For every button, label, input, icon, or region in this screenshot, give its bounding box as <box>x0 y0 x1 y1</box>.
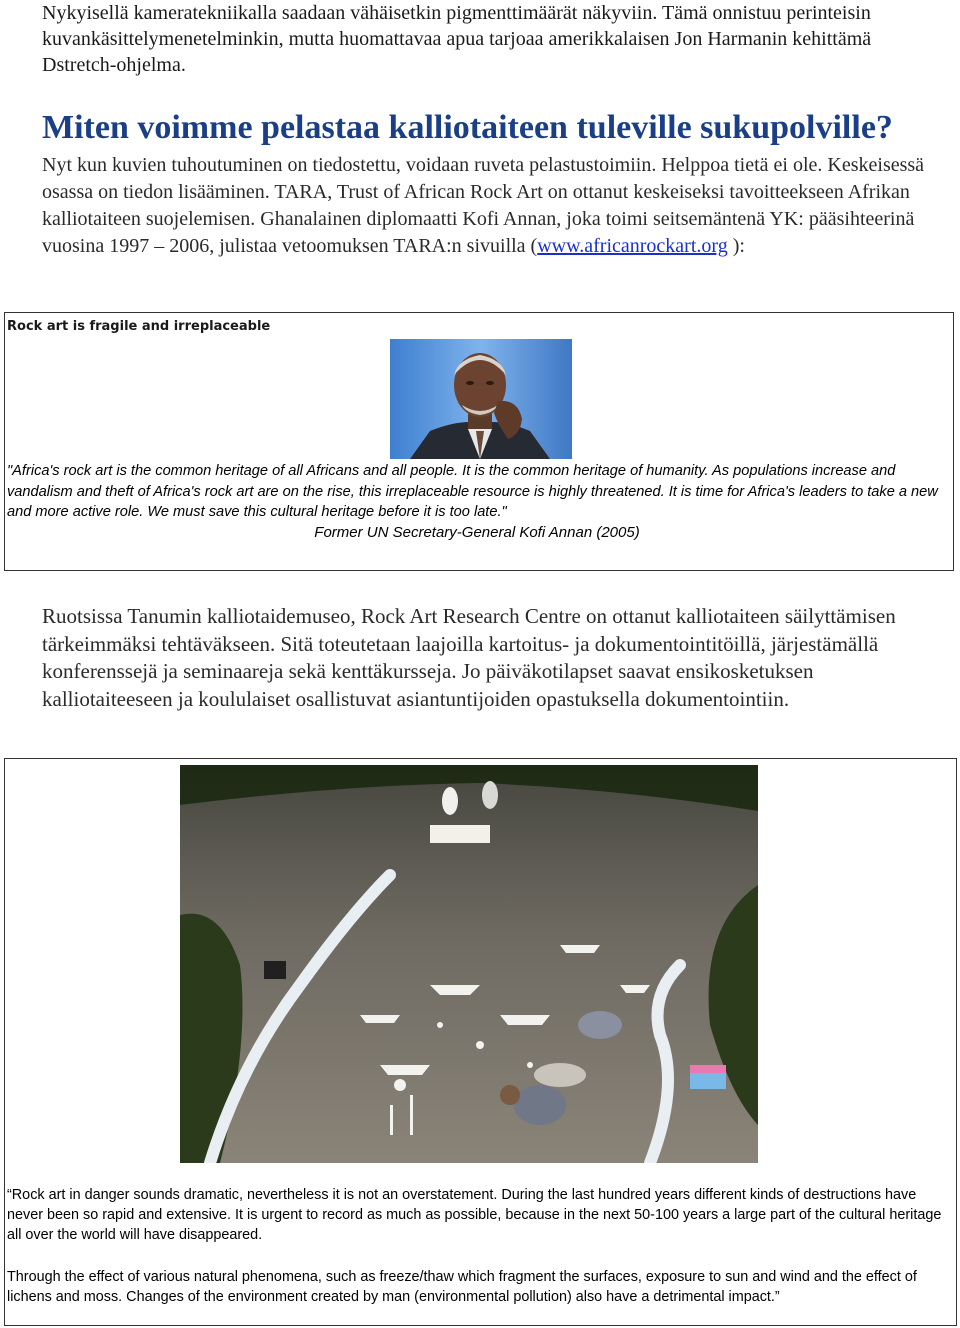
kofi-annan-portrait <box>390 339 572 459</box>
rock-art-photo-box <box>4 758 957 1326</box>
photo-caption-phenomena: Through the effect of various natural phenomena, such as freeze/thaw which fragment the surfaces, exposure to sun and wind and the effect of lichens and moss. Changes of the environment created by man (environmental pollution) also have a detrimental impact.” <box>7 1269 917 1305</box>
tara-paragraph-text: Nyt kun kuvien tuhoutuminen on tiedostettu, voidaan ruveta pelastustoimiin. Helppoa tietä ei ole. Keskeisessä osassa on tiedon lisääminen. TARA, Trust of African Rock Art on ottanut keskeiseksi tavoitteekseen Afrikan kalliotaiteen suojelemisen. Ghanalainen diplomaatti Kofi Annan, joka toimi seitsemäntenä YK: pääsihteerinä vuosina 1997 – 2006, julistaa vetoomuksen TARA:n sivuilla ( <box>42 154 925 257</box>
quote-box-title: Rock art is fragile and irreplaceable <box>7 319 271 334</box>
photo-caption-danger: “Rock art in danger sounds dramatic, nevertheless it is not an overstatement. During the last hundred years different kinds of destructions have never been so rapid and extensive. It is urgent to record as much as possible, because in the next 50-100 years a large part of the cultural heritage all over the world will have disappeared. <box>7 1187 942 1243</box>
tara-paragraph <box>42 152 960 260</box>
rock-art-documentation-photo <box>180 765 758 1163</box>
annan-quote-box <box>4 312 954 571</box>
intro-paragraph: Nykyisellä kameratekniikalla saadaan vähäisetkin pigmenttimäärät näkyviin. Tämä onnistuu perinteisin kuvankäsittelymenetelminkin, mutta huomattavaa apua tarjoaa amerikkalaisen Jon Harmanin kehittämä Dstretch-ohjelma. <box>42 2 872 76</box>
africanrockart-link[interactable]: www.africanrockart.org <box>537 235 728 257</box>
section-heading: Miten voimme pelastaa kalliotaiteen tuleville sukupolville? <box>42 109 893 146</box>
annan-quote: "Africa's rock art is the common heritage of all Africans and all people. It is the common heritage of humanity. As populations increase and vandalism and theft of Africa's rock art are on the rise, this irreplaceable resource is highly threatened. It is time for Africa's leaders to take a new and more active role. We must save this cultural heritage before it is too late." <box>7 463 938 520</box>
tanum-paragraph: Ruotsissa Tanumin kalliotaidemuseo, Rock Art Research Centre on ottanut kalliotaiteen säilyttämisen tärkeimmäksi tehtäväkseen. Sitä toteutetaan laajoilla kartoitus- ja dokumentointitöillä, järjestämällä konferenssejä ja seminaareja sekä kenttäkursseja. Jo päiväkotilapset saavat ensikosketuksen kalliotaiteeseen ja koululaiset osallistuvat asiantuntijoiden opastuksella dokumentointiin. <box>42 604 896 711</box>
quote-attribution: Former UN Secretary-General Kofi Annan (2005) <box>314 524 640 541</box>
tara-paragraph-end: ): <box>727 235 745 257</box>
